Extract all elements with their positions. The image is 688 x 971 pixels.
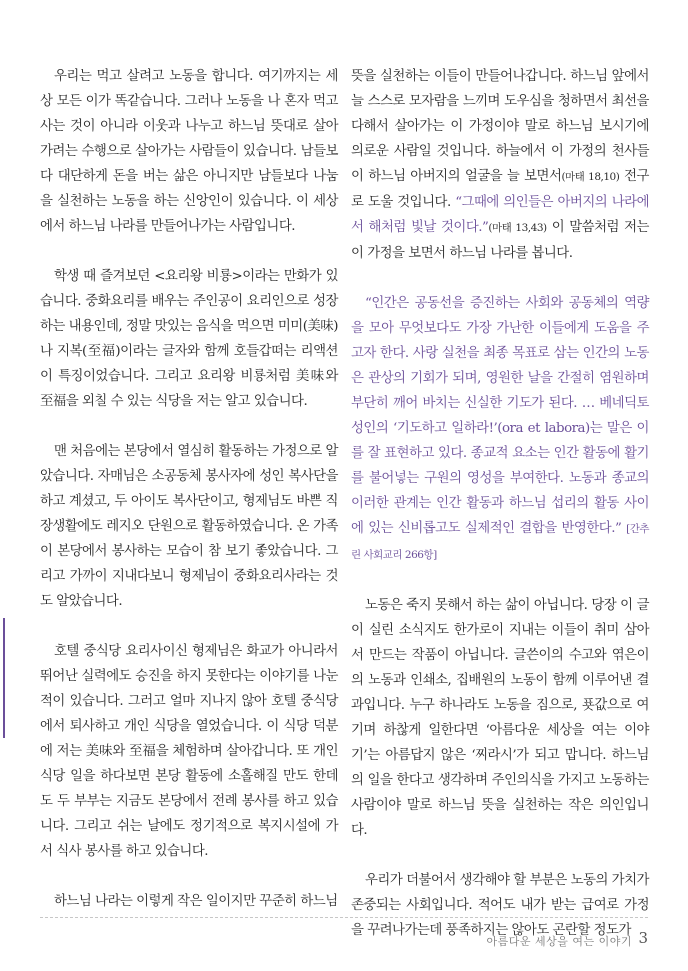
margin-accent-bar: [3, 618, 5, 738]
paragraph: 호텔 중식당 요리사이신 형제님은 화교가 아니라서 뛰어난 실력에도 승진을 하지 못한다는 이야기를 나눈 적이 있습니다. 그러고 얼마 지나지 않아 호텔 중식당에서 퇴사하고 개인 식당을 열었습니다. 이 식당 덕분에 저는 美味와 至福을 체험하며 살아갑니다. 또 개인식당 일을 하다보면 본당 활동에 소홀해질 만도 한데 도 두 부부는 지금도 본당에서 전례 봉사를 하고 있습니다. 그리고 쉬는 날에도 정기적으로 복지시설에 가서 식사 봉사를 하고 있습니다.: [40, 644, 338, 859]
footer-publication-title: 아름다운 세상을 여는 이야기: [486, 935, 632, 948]
paragraph-text: 전구로 도울 것입니다.: [351, 169, 649, 210]
paragraph: 우리가 더불어서 생각해야 할 부분은 노동의 가치가 존중되는 사회입니다. 적어도 내가 받는 급여로 가정을 꾸려나가는데 풍족하지는 않아도 곤란할 정도가: [351, 873, 649, 938]
scripture-reference: (마태 18,10): [561, 171, 620, 183]
left-column: [40, 64, 338, 914]
paragraph: 우리는 먹고 살려고 노동을 합니다. 여기까지는 세상 모든 이가 똑같습니다. 그러나 노동을 나 혼자 먹고 사는 것이 아니라 이웃과 나누고 하느님 뜻대로 살아가려는 수행으로 살아가는 사람들이 있습니다. 남들보다 대단하게 돈을 버는 삶은 아니지만 남들보다 나눔을 실천하는 노동을 하는 신앙인이 있습니다. 이 세상에서 하느님 나라를 만들어나가는 사람입니다.: [40, 69, 338, 234]
paragraph: 학생 때 즐겨보던 <요리왕 비룡>이라는 만화가 있습니다. 중화요리를 배우는 주인공이 요리인으로 성장하는 내용인데, 정말 맛있는 음식을 먹으면 미미(美味)나 지복(至福)이라는 글자와 함께 호들갑떠는 리액션이 특징이었습니다. 그리고 요리왕 비룡처럼 美味와 至福을 외칠 수 있는 식당을 저는 알고 있습니다.: [40, 269, 338, 409]
highlighted-quote: [351, 291, 649, 568]
page-number: 3: [638, 929, 648, 947]
scripture-reference: (마태 13,43): [488, 222, 547, 234]
paragraph-text: 뜻을 실천하는 이들이 만들어나갑니다. 하느님 앞에서 늘 스스로 모자람을 느끼며 도우심을 청하면서 최선을 다해서 살아가는 이 가정이야 말로 하느님 보시기에 의로운 사람일 것입니다. 하늘에서 이 가정의 천사들이 하느님 아버지의 얼굴을 늘 보면서: [351, 69, 649, 184]
right-column: [351, 64, 649, 943]
paragraph: 하느님 나라는 이렇게 작은 일이지만 꾸준히 하느님: [54, 894, 338, 909]
paragraph-text: 이 말씀처럼 저는 이 가정을 보면서 하느님 나라를 봅니다.: [351, 220, 649, 261]
quote-source: [간추린 사회교리 266항]: [351, 523, 649, 561]
paragraph: 맨 처음에는 본당에서 열심히 활동하는 가정으로 알았습니다. 자매님은 소공동체 봉사자에 성인 복사단을 하고 계셨고, 두 아이도 복사단이고, 형제님도 바쁜 직장생활에도 레지오 단원으로 활동하였습니다. 온 가족이 본당에서 봉사하는 모습이 참 보기 좋았습니다. 그리고 가까이 지내다보니 형제님이 중화요리사라는 것도 알았습니다.: [40, 444, 338, 609]
paragraph: 노동은 죽지 못해서 하는 삶이 아닙니다. 당장 이 글이 실린 소식지도 한가로이 지내는 이들이 취미 삼아서 만드는 작품이 아닙니다. 글쓴이의 수고와 엮은이의 노동과 인쇄소, 집배원의 노동이 함께 이루어낸 결과입니다. 누구 하나라도 노동을 짐으로, 푯값으로 여기며 하찮게 일한다면 ‘아름다운 세상을 여는 이야기’는 아름답지 않은 ‘찌라시’가 되고 맙니다. 하느님의 일을 한다고 생각하며 주인의식을 가지고 노동하는 사람이야 말로 하느님 뜻을 실천하는 작은 의인입니다.: [351, 598, 649, 838]
scripture-quote: “그때에 의인들은 아버지의 나라에서 해처럼 빛날 것이다.”: [351, 195, 649, 235]
paragraph-continued: [351, 64, 649, 266]
footer-divider: [40, 917, 648, 918]
quote-text: “인간은 공동선을 증진하는 사회와 공동체의 역량을 모아 무엇보다도 가장 가난한 이들에게 도움을 주고자 한다. 사랑 실천을 최종 목표로 삼는 인간의 노동은 관상의 기회가 되며, 영원한 날을 간절히 염원하며 부단히 깨어 바치는 신실한 기도가 된다. … 베네딕토 성인의 ‘기도하고 일하라!’(ora et labora)는 말은 이를 잘 표현하고 있다. 종교적 요소는 인간 활동에 활기를 불어넣는 구원의 영성을 부여한다. 노동과 종교의 이러한 관계는 인간 활동과 하느님 섭리의 활동 사이에 있는 신비롭고도 실제적인 결합을 반영한다.”: [351, 296, 649, 536]
